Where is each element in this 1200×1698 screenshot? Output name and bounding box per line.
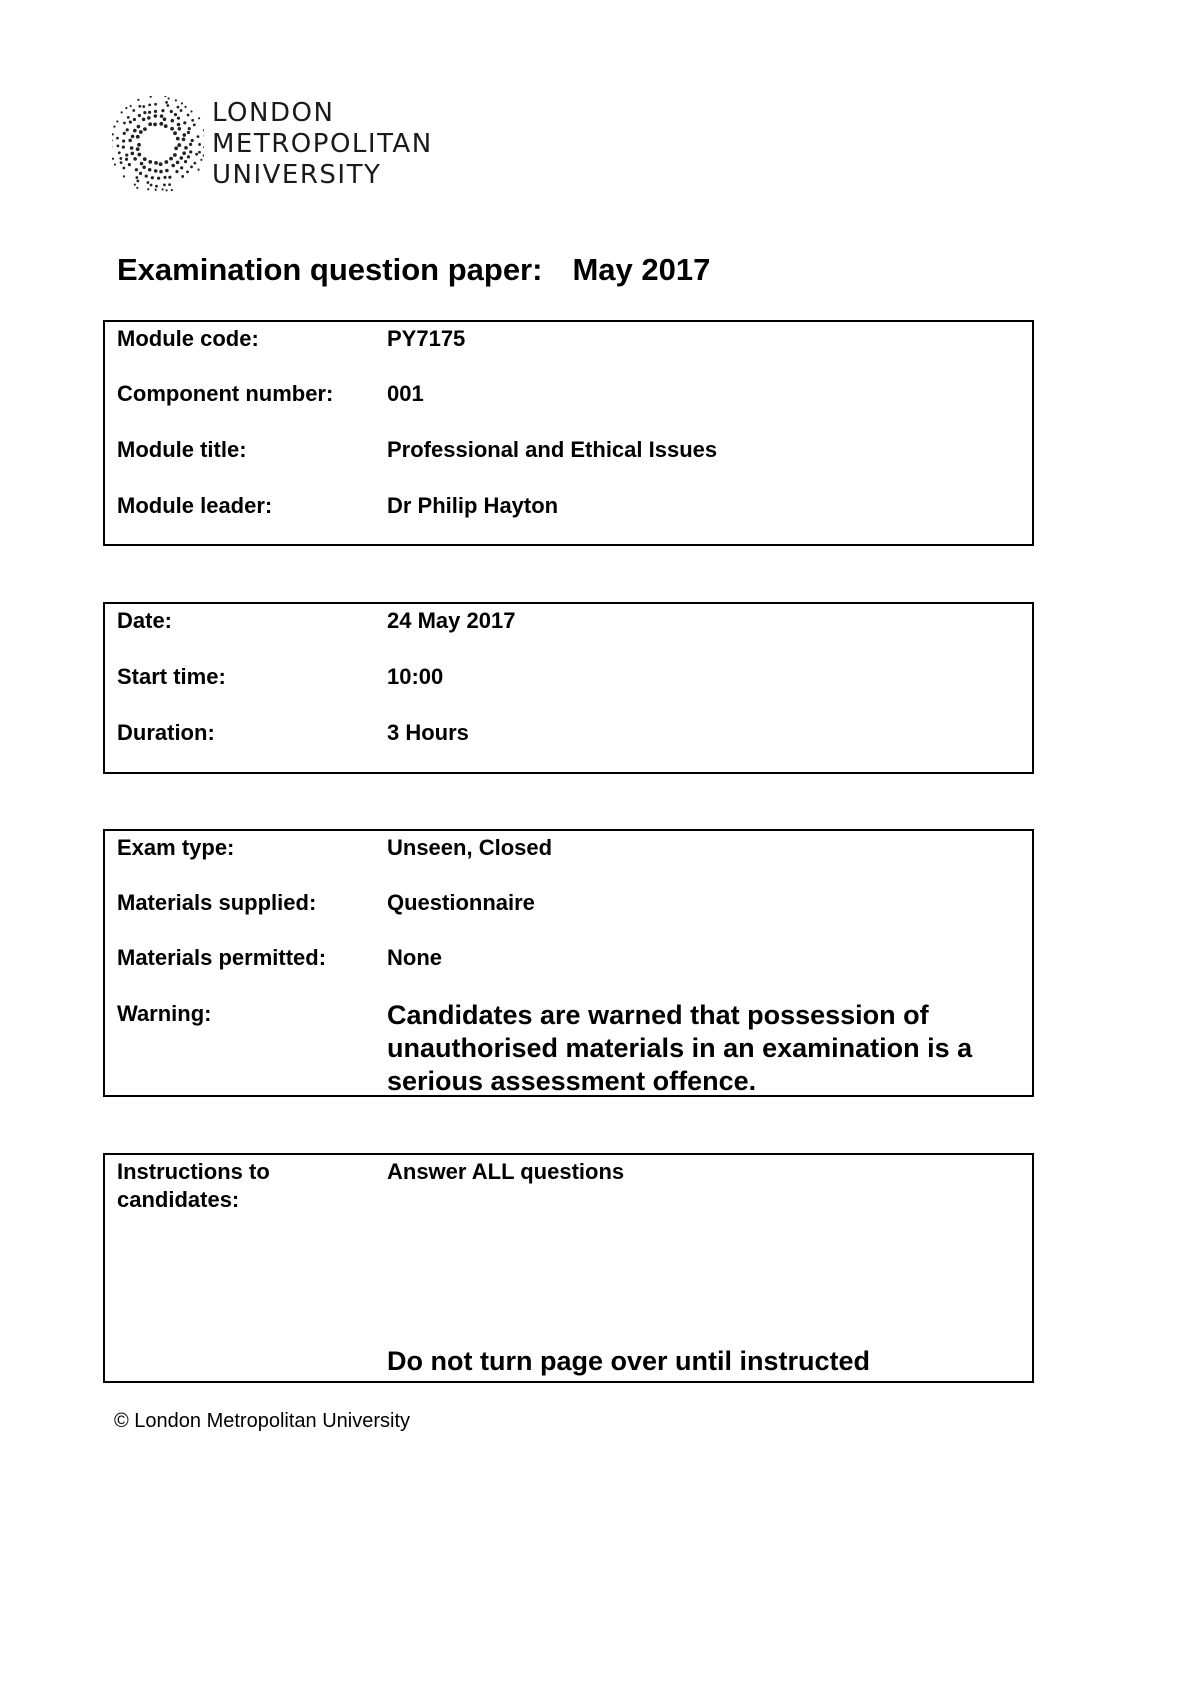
logo-dot <box>154 110 157 113</box>
logo-dot <box>164 96 166 97</box>
field-label: Component number: <box>117 381 334 406</box>
logo-dot <box>133 118 136 121</box>
logo-dot <box>159 170 163 174</box>
logo-dot <box>116 120 118 122</box>
logo-dot <box>123 175 125 177</box>
dotted-circle-logo-icon <box>112 96 204 192</box>
logo-dot <box>183 121 186 124</box>
field-label: Exam type: <box>117 835 235 860</box>
logo-dot <box>119 157 122 160</box>
logo-dot <box>187 155 190 158</box>
logo-dot <box>126 128 129 131</box>
field-value: None <box>387 945 442 970</box>
logo-dot <box>147 116 151 120</box>
logo-dot <box>122 167 125 170</box>
logo-dot <box>164 160 168 164</box>
logo-dot <box>177 117 180 120</box>
logo-dot <box>148 122 152 126</box>
logo-dot <box>138 105 141 108</box>
logo-dot <box>135 168 138 171</box>
logo-dot <box>125 153 128 156</box>
logo-dot <box>190 165 193 168</box>
logo-dot <box>184 106 186 108</box>
logo-dot <box>160 114 164 118</box>
logo-dot <box>170 110 173 113</box>
logo-dot <box>155 185 158 188</box>
materials-box <box>103 829 1034 1097</box>
logo-dot <box>131 152 135 156</box>
logo-dot <box>128 163 131 166</box>
field-label: Start time: <box>117 664 226 689</box>
logo-dot <box>140 162 144 166</box>
logo-wordmark <box>212 98 433 191</box>
logo-dot <box>186 170 189 173</box>
logo-dot <box>189 150 192 153</box>
logo-dot <box>184 160 187 163</box>
logo-dot <box>122 146 125 149</box>
logo-dot <box>168 183 171 186</box>
logo-dot <box>169 157 173 161</box>
logo-dot <box>148 103 151 106</box>
logo-dot <box>120 161 123 164</box>
logo-dot <box>154 114 158 118</box>
logo-dot <box>165 189 167 191</box>
logo-dot <box>170 127 174 131</box>
logo-dot <box>180 166 183 169</box>
field-label: Materials supplied: <box>117 890 317 915</box>
logo-dot <box>181 175 184 178</box>
logo-dot <box>191 119 194 122</box>
logo-dot <box>139 130 143 134</box>
logo-dot <box>118 151 121 154</box>
field-label: Module leader: <box>117 493 273 518</box>
logo-dot <box>168 97 170 99</box>
logo-dot <box>179 156 183 160</box>
logo-dot <box>134 184 136 186</box>
field-value: Unseen, Closed <box>387 835 553 860</box>
logo-dot <box>157 177 160 180</box>
logo-dot <box>190 110 192 112</box>
logo-dot <box>154 161 158 165</box>
field-value: 24 May 2017 <box>387 608 516 633</box>
logo-dot <box>147 188 149 190</box>
logo-dot <box>197 169 199 171</box>
logo-dot <box>175 99 177 101</box>
logo-dot <box>189 143 192 146</box>
field-value: Questionnaire <box>387 890 535 915</box>
logo-dot <box>138 114 141 117</box>
logo-dot <box>163 117 167 121</box>
logo-dot <box>112 158 114 160</box>
logo-dot <box>163 183 166 186</box>
logo-dot <box>198 117 200 119</box>
logo-dot <box>143 127 147 131</box>
logo-dot <box>184 146 188 150</box>
logo-dot <box>182 133 186 137</box>
logo-dot <box>123 122 126 125</box>
do-not-turn-notice: Do not turn page over until instructed <box>387 1346 871 1376</box>
logo-dot <box>182 151 186 155</box>
field-label: Duration: <box>117 720 215 745</box>
logo-dot <box>137 99 139 101</box>
logo-dot <box>173 153 177 157</box>
logo-dot <box>171 189 173 191</box>
logo-dot <box>128 139 132 143</box>
logo-dot <box>203 155 204 157</box>
logo-dot <box>142 165 146 169</box>
field-value: Dr Philip Hayton <box>387 493 559 518</box>
logo-dot <box>174 146 178 150</box>
logo-dot <box>131 135 135 139</box>
logo-dot <box>155 189 157 191</box>
logo-dot <box>200 159 202 161</box>
logo-dot <box>117 145 120 148</box>
logo-dot <box>203 129 204 131</box>
logo-dot <box>159 122 163 126</box>
exam-period: May 2017 <box>572 252 711 287</box>
logo-dot <box>193 162 196 165</box>
logo-dot <box>188 127 191 130</box>
field-value: Professional and Ethical Issues <box>387 437 718 462</box>
logo-dot <box>137 125 141 129</box>
logo-dot <box>178 127 182 131</box>
logo-dot <box>174 113 177 116</box>
logo-dot <box>203 146 204 148</box>
copyright-notice: © London Metropolitan University <box>114 1410 410 1432</box>
logo-dot <box>175 170 178 173</box>
logo-dot <box>142 118 146 122</box>
logo-dot <box>136 135 140 139</box>
logo-dot <box>198 151 201 154</box>
logo-dot <box>136 147 140 151</box>
logo-dot <box>181 102 183 104</box>
warning-label: Warning: <box>117 1001 212 1026</box>
field-value: 3 Hours <box>387 720 469 745</box>
field-label: Module title: <box>117 437 247 462</box>
logo-dot <box>165 169 169 173</box>
logo-dot <box>127 116 130 119</box>
logo-dot <box>122 139 125 142</box>
logo-dot <box>159 162 163 166</box>
logo-dot <box>163 176 166 179</box>
university-logo <box>112 96 472 196</box>
warning-text: Candidates are warned that possession of unauthorised materials in an examination is a serious assessment offence. <box>387 1000 973 1096</box>
instructions-box <box>103 1153 1034 1383</box>
logo-dot <box>123 132 126 135</box>
logo-dot <box>150 184 153 187</box>
logo-dot <box>133 157 137 161</box>
logo-dot <box>171 119 175 123</box>
logo-dot <box>187 131 190 134</box>
logo-dot <box>112 139 113 141</box>
schedule-box <box>103 602 1034 774</box>
logo-line-1: LONDON <box>212 98 335 128</box>
logo-dot <box>125 158 128 161</box>
logo-dot <box>151 176 154 179</box>
logo-dot <box>113 126 115 128</box>
module-info-box <box>103 320 1034 546</box>
logo-dot <box>195 153 198 156</box>
logo-dot <box>148 160 152 164</box>
logo-dot <box>142 105 145 108</box>
logo-dot <box>116 137 119 140</box>
logo-dot <box>150 96 152 98</box>
logo-dot <box>154 103 157 106</box>
logo-dot <box>161 109 164 112</box>
logo-dot <box>148 168 152 172</box>
logo-dot <box>147 181 150 184</box>
logo-dot <box>153 123 157 127</box>
logo-dot <box>137 143 141 147</box>
logo-dot <box>168 176 171 179</box>
logo-dot <box>180 109 183 112</box>
logo-dot <box>125 107 127 109</box>
field-value: 001 <box>387 381 424 406</box>
logo-dot <box>154 169 158 173</box>
logo-dot <box>130 105 132 107</box>
logo-dot <box>182 138 186 142</box>
logo-dot <box>114 163 116 165</box>
logo-dot <box>143 111 146 114</box>
logo-dot <box>136 187 138 189</box>
logo-dot <box>177 106 180 109</box>
field-value: PY7175 <box>387 326 466 351</box>
logo-dot <box>164 124 168 128</box>
logo-dot <box>136 179 139 182</box>
field-value: 10:00 <box>387 664 444 689</box>
instructions-value: Answer ALL questions <box>387 1159 625 1184</box>
logo-dot <box>198 143 201 146</box>
logo-dot <box>121 111 123 113</box>
logo-dot <box>193 124 196 127</box>
field-label: Module code: <box>117 326 259 351</box>
field-label: Materials permitted: <box>117 945 327 970</box>
logo-dot <box>133 129 137 133</box>
logo-dot <box>177 123 181 127</box>
logo-dot <box>176 161 180 165</box>
page-title-text: Examination question paper: <box>117 252 543 287</box>
logo-line-2: METROPOLITAN <box>212 129 433 159</box>
logo-dot <box>145 175 148 178</box>
logo-dot <box>132 109 135 112</box>
field-label: Date: <box>117 608 173 633</box>
logo-dot <box>173 131 177 135</box>
logo-dot <box>137 153 141 157</box>
logo-dot <box>112 133 114 135</box>
logo-dot <box>130 146 134 150</box>
logo-dot <box>129 120 132 123</box>
logo-dot <box>171 164 175 168</box>
logo-dot <box>162 188 164 190</box>
logo-dot <box>135 176 138 179</box>
logo-dot <box>176 137 180 141</box>
page-title <box>117 252 710 288</box>
logo-line-3: UNIVERSITY <box>212 160 382 190</box>
logo-dot <box>165 101 168 104</box>
instructions-label: Instructions to candidates: <box>117 1159 270 1212</box>
logo-dot <box>148 111 151 114</box>
logo-dot <box>177 143 181 147</box>
logo-dot <box>197 135 200 138</box>
logo-dot <box>143 157 147 161</box>
logo-dot <box>191 139 194 142</box>
logo-dot <box>139 172 142 175</box>
logo-dot <box>187 114 190 117</box>
logo-dot <box>166 104 169 107</box>
